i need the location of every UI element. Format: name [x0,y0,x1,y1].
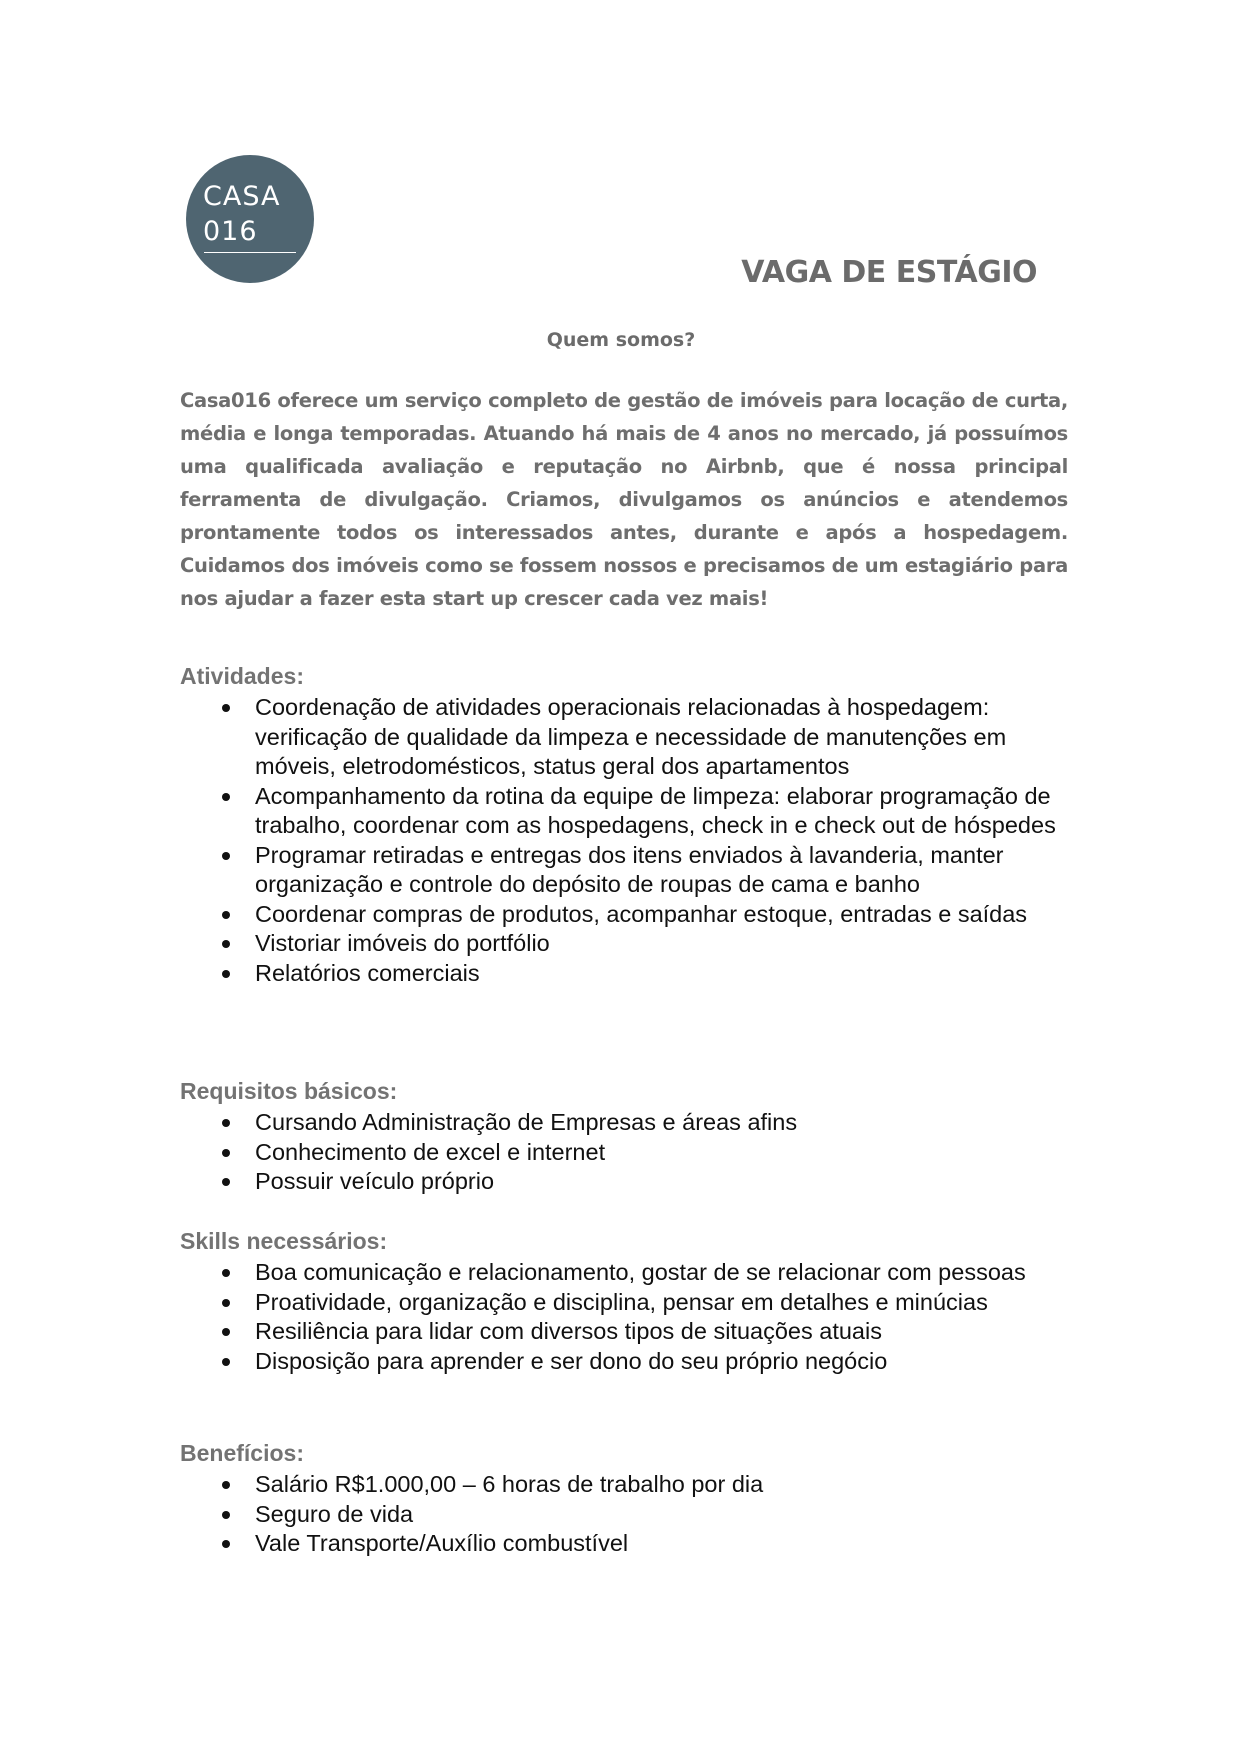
logo-underline [204,252,296,253]
list-item: Salário R$1.000,00 – 6 horas de trabalho por dia [255,1470,1080,1500]
logo-text-016: 016 [203,216,258,247]
list-item: Coordenação de atividades operacionais relacionadas à hospedagem: verificação de qualidade da limpeza e necessidade de manutenções em móveis, eletrodomésticos, status geral dos apartamentos [255,693,1080,782]
page-title: VAGA DE ESTÁGIO [741,255,1037,290]
benefits-list [180,1470,1080,1559]
section-heading: Atividades: [180,663,304,689]
list-item: Relatórios comerciais [255,959,1080,989]
logo-text-casa: CASA [203,181,281,212]
list-item: Conhecimento de excel e internet [255,1138,1080,1168]
section-beneficios [180,1440,1080,1559]
list-item: Possuir veículo próprio [255,1167,1080,1197]
section-requisitos [180,1078,1080,1197]
skills-list [180,1258,1080,1376]
list-item: Disposição para aprender e ser dono do seu próprio negócio [255,1347,1080,1377]
section-skills [180,1228,1080,1376]
section-atividades [180,663,1080,988]
list-item: Cursando Administração de Empresas e áreas afins [255,1108,1080,1138]
activities-list [180,693,1080,988]
list-item: Vale Transporte/Auxílio combustível [255,1529,1080,1559]
about-heading: Quem somos? [546,329,696,351]
list-item: Coordenar compras de produtos, acompanhar estoque, entradas e saídas [255,900,1080,930]
section-heading: Skills necessários: [180,1228,388,1254]
list-item: Boa comunicação e relacionamento, gostar de se relacionar com pessoas [255,1258,1080,1288]
requirements-list [180,1108,1080,1197]
list-item: Resiliência para lidar com diversos tipos de situações atuais [255,1317,1080,1347]
about-paragraph: Casa016 oferece um serviço completo de gestão de imóveis para locação de curta, média e longa temporadas. Atuando há mais de 4 anos no mercado, já possuímos uma qualificada avaliação e reputação no Airbnb, que é nossa principal ferramenta de divulgação. Criamos, divulgamos os anúncios e atendemos prontamente todos os interessados antes, durante e após a hospedagem. Cuidamos dos imóveis como se fossem nossos e precisamos de um estagiário para nos ajudar a fazer esta start up crescer cada vez mais! [180,389,1068,610]
section-heading: Benefícios: [180,1440,304,1466]
list-item: Programar retiradas e entregas dos itens enviados à lavanderia, manter organização e controle do depósito de roupas de cama e banho [255,841,1080,900]
list-item: Vistoriar imóveis do portfólio [255,929,1080,959]
list-item: Seguro de vida [255,1500,1080,1530]
section-heading: Requisitos básicos: [180,1078,398,1104]
list-item: Proatividade, organização e disciplina, pensar em detalhes e minúcias [255,1288,1080,1318]
list-item: Acompanhamento da rotina da equipe de limpeza: elaborar programação de trabalho, coordenar com as hospedagens, check in e check out de hóspedes [255,782,1080,841]
company-logo [186,155,314,283]
